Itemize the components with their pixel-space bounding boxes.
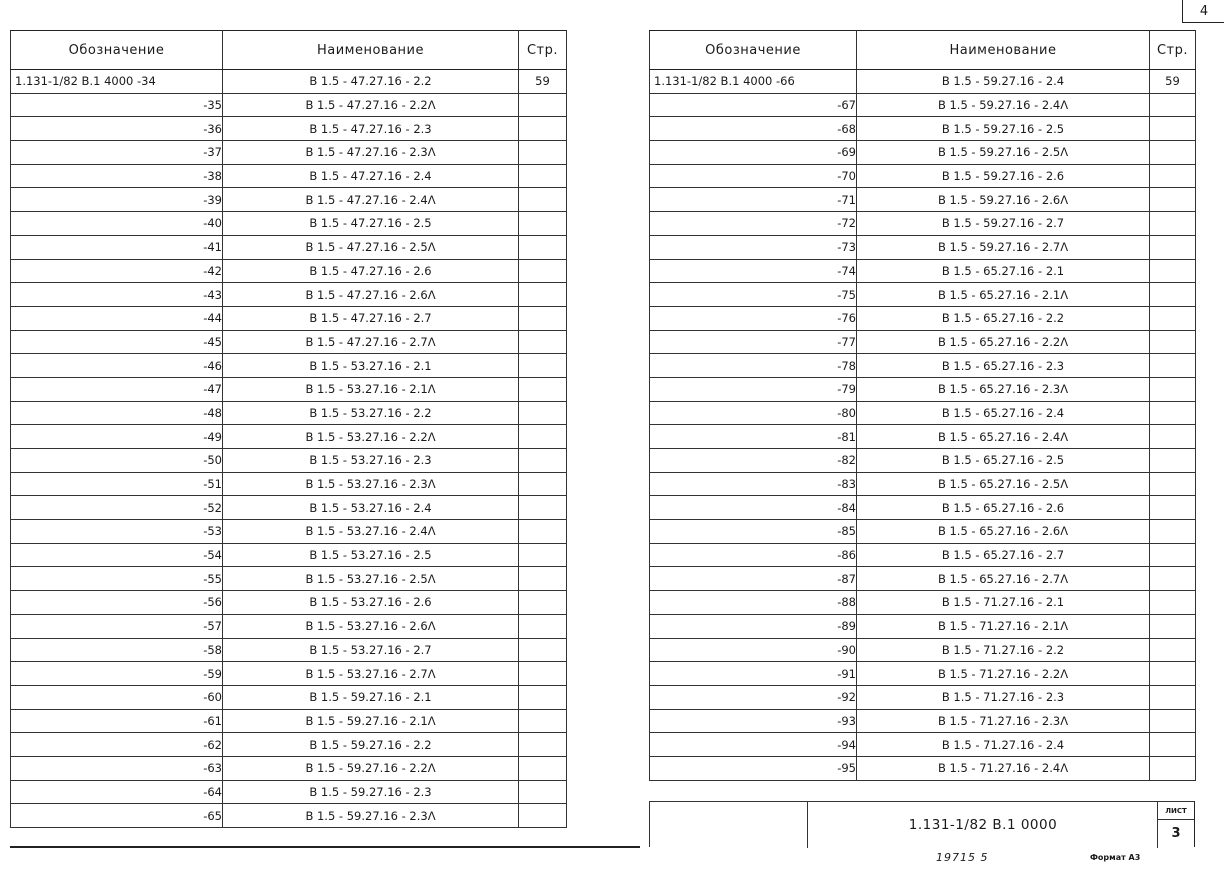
row-name: В 1.5 - 59.27.16 - 2.7Λ <box>857 235 1150 259</box>
header-designation: Обозначение <box>11 31 223 70</box>
row-page <box>519 804 567 828</box>
row-page <box>1150 496 1196 520</box>
row-designation: -72 <box>650 212 857 236</box>
row-page <box>1150 756 1196 780</box>
row-page <box>1150 212 1196 236</box>
row-page: 59 <box>1150 70 1196 94</box>
row-name: В 1.5 - 65.27.16 - 2.1Λ <box>857 283 1150 307</box>
row-name: В 1.5 - 53.27.16 - 2.5Λ <box>223 567 519 591</box>
row-designation: -43 <box>11 283 223 307</box>
row-page <box>519 543 567 567</box>
table-row <box>11 472 567 496</box>
table-row <box>650 425 1196 449</box>
row-designation: -58 <box>11 638 223 662</box>
row-name: В 1.5 - 65.27.16 - 2.5Λ <box>857 472 1150 496</box>
row-designation: -69 <box>650 141 857 165</box>
row-name: В 1.5 - 65.27.16 - 2.2 <box>857 306 1150 330</box>
row-page <box>519 449 567 473</box>
row-name: В 1.5 - 65.27.16 - 2.6Λ <box>857 520 1150 544</box>
row-page <box>1150 401 1196 425</box>
row-designation: -39 <box>11 188 223 212</box>
table-row <box>650 756 1196 780</box>
row-page <box>519 496 567 520</box>
row-name: В 1.5 - 71.27.16 - 2.1Λ <box>857 614 1150 638</box>
sheet-label: ЛИСТ <box>1158 803 1194 820</box>
row-name: В 1.5 - 59.27.16 - 2.2Λ <box>223 756 519 780</box>
row-designation: -88 <box>650 591 857 615</box>
table-row <box>11 235 567 259</box>
sheet-corner-number: 4 <box>1182 0 1224 23</box>
row-page <box>1150 354 1196 378</box>
table-row <box>650 496 1196 520</box>
row-designation: -40 <box>11 212 223 236</box>
table-row <box>650 520 1196 544</box>
table-row <box>11 377 567 401</box>
row-page <box>1150 306 1196 330</box>
table-row <box>650 543 1196 567</box>
row-name: В 1.5 - 59.27.16 - 2.5 <box>857 117 1150 141</box>
table-row <box>650 141 1196 165</box>
table-row <box>11 306 567 330</box>
row-page <box>519 235 567 259</box>
row-designation: -37 <box>11 141 223 165</box>
row-page <box>1150 591 1196 615</box>
table-row <box>650 164 1196 188</box>
table-row <box>11 354 567 378</box>
table-row <box>11 117 567 141</box>
row-name: В 1.5 - 53.27.16 - 2.1 <box>223 354 519 378</box>
row-page <box>519 520 567 544</box>
table-row <box>650 591 1196 615</box>
header-name: Наименование <box>223 31 519 70</box>
row-page <box>1150 141 1196 165</box>
row-designation: -50 <box>11 449 223 473</box>
row-page <box>1150 638 1196 662</box>
row-page <box>519 330 567 354</box>
table-row <box>11 93 567 117</box>
row-name: В 1.5 - 53.27.16 - 2.3 <box>223 449 519 473</box>
row-page <box>1150 733 1196 757</box>
row-name: В 1.5 - 53.27.16 - 2.6 <box>223 591 519 615</box>
row-designation: -62 <box>11 733 223 757</box>
table-row <box>11 733 567 757</box>
row-designation: -60 <box>11 685 223 709</box>
row-name: В 1.5 - 71.27.16 - 2.3 <box>857 685 1150 709</box>
row-page <box>519 188 567 212</box>
row-name: В 1.5 - 47.27.16 - 2.3 <box>223 117 519 141</box>
row-name: В 1.5 - 59.27.16 - 2.1 <box>223 685 519 709</box>
row-designation: -94 <box>650 733 857 757</box>
table-row <box>650 709 1196 733</box>
document-code: 1.131-1/82 В.1 0000 <box>908 817 1058 833</box>
row-name: В 1.5 - 65.27.16 - 2.7 <box>857 543 1150 567</box>
table-row <box>11 685 567 709</box>
row-name: В 1.5 - 65.27.16 - 2.2Λ <box>857 330 1150 354</box>
table-row <box>11 756 567 780</box>
header-page: Стр. <box>519 31 567 70</box>
table-row <box>11 638 567 662</box>
row-name: В 1.5 - 71.27.16 - 2.4 <box>857 733 1150 757</box>
row-designation: -46 <box>11 354 223 378</box>
row-designation: -65 <box>11 804 223 828</box>
row-page <box>1150 472 1196 496</box>
row-name: В 1.5 - 59.27.16 - 2.7 <box>857 212 1150 236</box>
table-row <box>650 212 1196 236</box>
row-name: В 1.5 - 65.27.16 - 2.7Λ <box>857 567 1150 591</box>
header-row <box>11 31 567 70</box>
table-row <box>11 330 567 354</box>
row-page: 59 <box>519 70 567 94</box>
row-name: В 1.5 - 71.27.16 - 2.4Λ <box>857 756 1150 780</box>
row-name: В 1.5 - 65.27.16 - 2.1 <box>857 259 1150 283</box>
row-page <box>519 591 567 615</box>
table-row <box>650 685 1196 709</box>
row-designation: -95 <box>650 756 857 780</box>
row-page <box>519 780 567 804</box>
row-name: В 1.5 - 53.27.16 - 2.7 <box>223 638 519 662</box>
row-designation: -59 <box>11 662 223 686</box>
row-page <box>1150 188 1196 212</box>
row-designation: -85 <box>650 520 857 544</box>
row-designation: -42 <box>11 259 223 283</box>
row-page <box>1150 283 1196 307</box>
row-designation: -48 <box>11 401 223 425</box>
header-name: Наименование <box>857 31 1150 70</box>
row-page <box>519 472 567 496</box>
row-page <box>1150 662 1196 686</box>
row-page <box>1150 449 1196 473</box>
row-name: В 1.5 - 47.27.16 - 2.5Λ <box>223 235 519 259</box>
row-name: В 1.5 - 47.27.16 - 2.6Λ <box>223 283 519 307</box>
row-page <box>519 733 567 757</box>
row-designation: -53 <box>11 520 223 544</box>
row-page <box>519 401 567 425</box>
row-designation: -49 <box>11 425 223 449</box>
row-page <box>1150 614 1196 638</box>
row-page <box>1150 117 1196 141</box>
table-row <box>650 614 1196 638</box>
row-name: В 1.5 - 65.27.16 - 2.4Λ <box>857 425 1150 449</box>
spec-table-right <box>649 30 1196 781</box>
row-name: В 1.5 - 53.27.16 - 2.5 <box>223 543 519 567</box>
row-designation: -86 <box>650 543 857 567</box>
row-designation: -71 <box>650 188 857 212</box>
row-designation: -52 <box>11 496 223 520</box>
row-page <box>519 259 567 283</box>
row-designation: -89 <box>650 614 857 638</box>
row-page <box>519 283 567 307</box>
row-page <box>1150 520 1196 544</box>
row-designation: -61 <box>11 709 223 733</box>
table-row <box>11 614 567 638</box>
row-designation: 1.131-1/82 В.1 4000 -34 <box>11 70 223 94</box>
table-row <box>11 425 567 449</box>
row-page <box>519 662 567 686</box>
row-page <box>1150 259 1196 283</box>
row-page <box>1150 543 1196 567</box>
row-page <box>519 354 567 378</box>
row-designation: -67 <box>650 93 857 117</box>
row-designation: -80 <box>650 401 857 425</box>
row-designation: -45 <box>11 330 223 354</box>
row-name: В 1.5 - 47.27.16 - 2.7Λ <box>223 330 519 354</box>
row-page <box>519 117 567 141</box>
row-name: В 1.5 - 65.27.16 - 2.5 <box>857 449 1150 473</box>
table-row <box>11 449 567 473</box>
row-page <box>1150 93 1196 117</box>
row-designation: -82 <box>650 449 857 473</box>
sheet-number: 3 <box>1171 826 1181 841</box>
header-designation: Обозначение <box>650 31 857 70</box>
spec-table-left <box>10 30 567 828</box>
row-name: В 1.5 - 65.27.16 - 2.6 <box>857 496 1150 520</box>
row-name: В 1.5 - 47.27.16 - 2.3Λ <box>223 141 519 165</box>
row-designation: -83 <box>650 472 857 496</box>
row-page <box>1150 235 1196 259</box>
table-row <box>650 117 1196 141</box>
table-row <box>11 591 567 615</box>
table-row <box>11 401 567 425</box>
row-page <box>1150 330 1196 354</box>
row-designation: -41 <box>11 235 223 259</box>
row-page <box>519 425 567 449</box>
table-row <box>650 638 1196 662</box>
row-name: В 1.5 - 53.27.16 - 2.2 <box>223 401 519 425</box>
row-page <box>519 709 567 733</box>
row-page <box>1150 425 1196 449</box>
row-name: В 1.5 - 47.27.16 - 2.2Λ <box>223 93 519 117</box>
row-designation: -84 <box>650 496 857 520</box>
row-designation: -68 <box>650 117 857 141</box>
title-block <box>649 801 1195 847</box>
table-row <box>650 354 1196 378</box>
row-page <box>1150 567 1196 591</box>
row-designation: -63 <box>11 756 223 780</box>
row-name: В 1.5 - 47.27.16 - 2.7 <box>223 306 519 330</box>
row-page <box>519 93 567 117</box>
row-designation: 1.131-1/82 В.1 4000 -66 <box>650 70 857 94</box>
row-designation: -81 <box>650 425 857 449</box>
row-name: В 1.5 - 59.27.16 - 2.3Λ <box>223 804 519 828</box>
row-designation: -90 <box>650 638 857 662</box>
row-name: В 1.5 - 47.27.16 - 2.4Λ <box>223 188 519 212</box>
table-row <box>650 733 1196 757</box>
table-row <box>650 259 1196 283</box>
row-designation: -87 <box>650 567 857 591</box>
table-row <box>11 543 567 567</box>
row-designation: -35 <box>11 93 223 117</box>
row-designation: -44 <box>11 306 223 330</box>
table-row <box>11 709 567 733</box>
row-name: В 1.5 - 71.27.16 - 2.2Λ <box>857 662 1150 686</box>
row-name: В 1.5 - 59.27.16 - 2.6Λ <box>857 188 1150 212</box>
table-row <box>650 377 1196 401</box>
row-designation: -78 <box>650 354 857 378</box>
row-name: В 1.5 - 59.27.16 - 2.4 <box>857 70 1150 94</box>
row-name: В 1.5 - 53.27.16 - 2.6Λ <box>223 614 519 638</box>
row-designation: -74 <box>650 259 857 283</box>
row-page <box>519 306 567 330</box>
row-name: В 1.5 - 59.27.16 - 2.2 <box>223 733 519 757</box>
row-page <box>519 212 567 236</box>
row-designation: -91 <box>650 662 857 686</box>
row-designation: -36 <box>11 117 223 141</box>
row-page <box>1150 164 1196 188</box>
left-bottom-border <box>10 846 640 848</box>
row-page <box>519 567 567 591</box>
row-name: В 1.5 - 59.27.16 - 2.3 <box>223 780 519 804</box>
table-row <box>11 70 567 94</box>
row-name: В 1.5 - 71.27.16 - 2.2 <box>857 638 1150 662</box>
row-name: В 1.5 - 53.27.16 - 2.4Λ <box>223 520 519 544</box>
table-row <box>650 472 1196 496</box>
row-name: В 1.5 - 65.27.16 - 2.3Λ <box>857 377 1150 401</box>
row-designation: -38 <box>11 164 223 188</box>
row-page <box>519 141 567 165</box>
row-name: В 1.5 - 59.27.16 - 2.4Λ <box>857 93 1150 117</box>
footer-format: Формат А3 <box>1090 853 1141 862</box>
footer-number: 19715 5 <box>936 851 989 864</box>
row-designation: -51 <box>11 472 223 496</box>
row-page <box>519 685 567 709</box>
row-designation: -54 <box>11 543 223 567</box>
row-name: В 1.5 - 47.27.16 - 2.6 <box>223 259 519 283</box>
table-row <box>650 188 1196 212</box>
row-page <box>519 638 567 662</box>
row-designation: -92 <box>650 685 857 709</box>
row-designation: -77 <box>650 330 857 354</box>
row-page <box>1150 685 1196 709</box>
row-name: В 1.5 - 53.27.16 - 2.2Λ <box>223 425 519 449</box>
row-name: В 1.5 - 59.27.16 - 2.5Λ <box>857 141 1150 165</box>
table-row <box>11 780 567 804</box>
row-page <box>519 756 567 780</box>
row-designation: -93 <box>650 709 857 733</box>
row-name: В 1.5 - 71.27.16 - 2.3Λ <box>857 709 1150 733</box>
row-page <box>519 614 567 638</box>
row-name: В 1.5 - 53.27.16 - 2.4 <box>223 496 519 520</box>
row-page <box>519 377 567 401</box>
table-row <box>11 212 567 236</box>
row-name: В 1.5 - 47.27.16 - 2.2 <box>223 70 519 94</box>
table-row <box>650 662 1196 686</box>
row-name: В 1.5 - 47.27.16 - 2.4 <box>223 164 519 188</box>
table-row <box>11 188 567 212</box>
row-designation: -73 <box>650 235 857 259</box>
table-row <box>650 449 1196 473</box>
row-designation: -79 <box>650 377 857 401</box>
row-name: В 1.5 - 65.27.16 - 2.3 <box>857 354 1150 378</box>
table-row <box>11 496 567 520</box>
row-designation: -75 <box>650 283 857 307</box>
table-row <box>650 567 1196 591</box>
header-row <box>650 31 1196 70</box>
row-name: В 1.5 - 65.27.16 - 2.4 <box>857 401 1150 425</box>
table-row <box>11 662 567 686</box>
table-row <box>11 141 567 165</box>
table-row <box>11 520 567 544</box>
row-designation: -57 <box>11 614 223 638</box>
row-name: В 1.5 - 59.27.16 - 2.6 <box>857 164 1150 188</box>
row-page <box>1150 709 1196 733</box>
row-name: В 1.5 - 53.27.16 - 2.3Λ <box>223 472 519 496</box>
header-page: Стр. <box>1150 31 1196 70</box>
row-name: В 1.5 - 53.27.16 - 2.1Λ <box>223 377 519 401</box>
table-row <box>11 804 567 828</box>
table-row <box>650 306 1196 330</box>
sheet-cell <box>1157 802 1194 848</box>
row-name: В 1.5 - 53.27.16 - 2.7Λ <box>223 662 519 686</box>
row-designation: -64 <box>11 780 223 804</box>
row-name: В 1.5 - 71.27.16 - 2.1 <box>857 591 1150 615</box>
row-page <box>1150 377 1196 401</box>
row-designation: -76 <box>650 306 857 330</box>
table-row <box>650 235 1196 259</box>
row-name: В 1.5 - 59.27.16 - 2.1Λ <box>223 709 519 733</box>
table-row <box>650 93 1196 117</box>
table-row <box>650 283 1196 307</box>
table-row <box>11 283 567 307</box>
row-name: В 1.5 - 47.27.16 - 2.5 <box>223 212 519 236</box>
row-designation: -55 <box>11 567 223 591</box>
row-page <box>519 164 567 188</box>
table-row <box>650 70 1196 94</box>
table-row <box>11 164 567 188</box>
row-designation: -56 <box>11 591 223 615</box>
table-row <box>650 330 1196 354</box>
row-designation: -47 <box>11 377 223 401</box>
table-row <box>11 567 567 591</box>
row-designation: -70 <box>650 164 857 188</box>
table-row <box>11 259 567 283</box>
table-row <box>650 401 1196 425</box>
